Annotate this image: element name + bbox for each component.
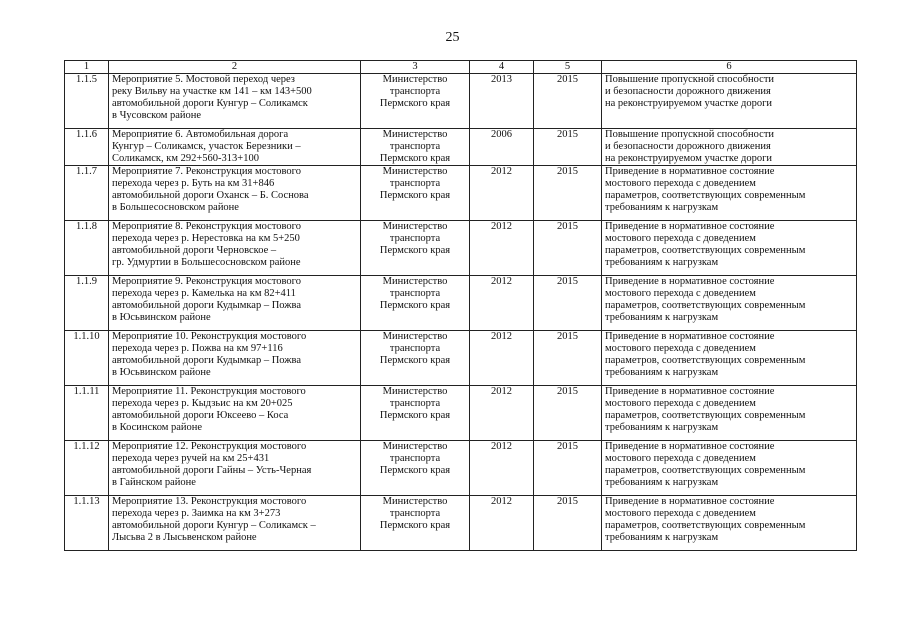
result-cell: Приведение в нормативное состояние мостового перехода с доведением параметров, соответствующих современным требованиям к нагрузкам (602, 496, 857, 551)
executor-cell: Министерство транспорта Пермского края (361, 496, 470, 551)
executor-cell: Министерство транспорта Пермского края (361, 221, 470, 276)
year-end-cell: 2015 (534, 221, 602, 276)
year-start-cell: 2012 (470, 276, 534, 331)
table-row (65, 331, 857, 386)
year-end-cell: 2015 (534, 386, 602, 441)
table-row (65, 386, 857, 441)
table-row (65, 129, 857, 166)
executor-cell: Министерство транспорта Пермского края (361, 331, 470, 386)
row-number-cell: 1.1.13 (65, 496, 109, 551)
executor-cell: Министерство транспорта Пермского края (361, 74, 470, 129)
header-cell-name: 2 (109, 61, 361, 74)
measure-name-cell: Мероприятие 7. Реконструкция мостового перехода через р. Буть на км 31+846 автомобильной дороги Оханск – Б. Соснова в Большесосновском районе (109, 166, 361, 221)
result-cell: Приведение в нормативное состояние мостового перехода с доведением параметров, соответствующих современным требованиям к нагрузкам (602, 276, 857, 331)
table-row (65, 221, 857, 276)
row-number-cell: 1.1.6 (65, 129, 109, 166)
header-cell-year-end: 5 (534, 61, 602, 74)
row-number-cell: 1.1.5 (65, 74, 109, 129)
executor-cell: Министерство транспорта Пермского края (361, 441, 470, 496)
year-start-cell: 2012 (470, 441, 534, 496)
measure-name-cell: Мероприятие 11. Реконструкция мостового перехода через р. Кыдзьис на км 20+025 автомобильной дороги Юксеево – Коса в Косинском районе (109, 386, 361, 441)
year-end-cell: 2015 (534, 496, 602, 551)
page-number: 25 (445, 30, 460, 45)
executor-cell: Министерство транспорта Пермского края (361, 276, 470, 331)
executor-cell: Министерство транспорта Пермского края (361, 386, 470, 441)
measure-name-cell: Мероприятие 8. Реконструкция мостового перехода через р. Нерестовка на км 5+250 автомобильной дороги Черновское – гр. Удмуртии в Большесосновском районе (109, 221, 361, 276)
header-cell-num: 1 (65, 61, 109, 74)
year-end-cell: 2015 (534, 441, 602, 496)
row-number-cell: 1.1.10 (65, 331, 109, 386)
result-cell: Приведение в нормативное состояние мостового перехода с доведением параметров, соответствующих современным требованиям к нагрузкам (602, 221, 857, 276)
measure-name-cell: Мероприятие 6. Автомобильная дорога Кунгур – Соликамск, участок Березники – Соликамск, км 292+560-313+100 (109, 129, 361, 166)
measure-name-cell: Мероприятие 5. Мостовой переход через реку Вильву на участке км 141 – км 143+500 автомобильной дороги Кунгур – Соликамск в Чусовском районе (109, 74, 361, 129)
year-end-cell: 2015 (534, 74, 602, 129)
year-start-cell: 2013 (470, 74, 534, 129)
table-header-row (65, 61, 857, 74)
table-row (65, 74, 857, 129)
year-start-cell: 2012 (470, 496, 534, 551)
row-number-cell: 1.1.8 (65, 221, 109, 276)
result-cell: Повышение пропускной способности и безопасности дорожного движения на реконструируемом участке дороги (602, 74, 857, 129)
row-number-cell: 1.1.7 (65, 166, 109, 221)
executor-cell: Министерство транспорта Пермского края (361, 129, 470, 166)
header-cell-executor: 3 (361, 61, 470, 74)
measure-name-cell: Мероприятие 10. Реконструкция мостового перехода через р. Пожва на км 97+116 автомобильной дороги Кудымкар – Пожва в Юсьвинском районе (109, 331, 361, 386)
header-cell-result: 6 (602, 61, 857, 74)
row-number-cell: 1.1.12 (65, 441, 109, 496)
measures-table (64, 60, 857, 551)
row-number-cell: 1.1.11 (65, 386, 109, 441)
measure-name-cell: Мероприятие 12. Реконструкция мостового перехода через ручей на км 25+431 автомобильной дороги Гайны – Усть-Черная в Гайнском районе (109, 441, 361, 496)
year-start-cell: 2012 (470, 386, 534, 441)
table-row (65, 441, 857, 496)
header-cell-year-start: 4 (470, 61, 534, 74)
result-cell: Повышение пропускной способности и безопасности дорожного движения на реконструируемом участке дороги (602, 129, 857, 166)
year-start-cell: 2012 (470, 221, 534, 276)
measure-name-cell: Мероприятие 9. Реконструкция мостового перехода через р. Камелька на км 82+411 автомобильной дороги Кудымкар – Пожва в Юсьвинском районе (109, 276, 361, 331)
year-end-cell: 2015 (534, 331, 602, 386)
table-row (65, 496, 857, 551)
executor-cell: Министерство транспорта Пермского края (361, 166, 470, 221)
row-number-cell: 1.1.9 (65, 276, 109, 331)
year-start-cell: 2012 (470, 166, 534, 221)
year-start-cell: 2012 (470, 331, 534, 386)
result-cell: Приведение в нормативное состояние мостового перехода с доведением параметров, соответствующих современным требованиям к нагрузкам (602, 441, 857, 496)
year-start-cell: 2006 (470, 129, 534, 166)
result-cell: Приведение в нормативное состояние мостового перехода с доведением параметров, соответствующих современным требованиям к нагрузкам (602, 331, 857, 386)
result-cell: Приведение в нормативное состояние мостового перехода с доведением параметров, соответствующих современным требованиям к нагрузкам (602, 386, 857, 441)
year-end-cell: 2015 (534, 276, 602, 331)
result-cell: Приведение в нормативное состояние мостового перехода с доведением параметров, соответствующих современным требованиям к нагрузкам (602, 166, 857, 221)
year-end-cell: 2015 (534, 166, 602, 221)
table-row (65, 166, 857, 221)
year-end-cell: 2015 (534, 129, 602, 166)
table-row (65, 276, 857, 331)
measure-name-cell: Мероприятие 13. Реконструкция мостового перехода через р. Заимка на км 3+273 автомобильной дороги Кунгур – Соликамск – Лысьва 2 в Лысьвенском районе (109, 496, 361, 551)
